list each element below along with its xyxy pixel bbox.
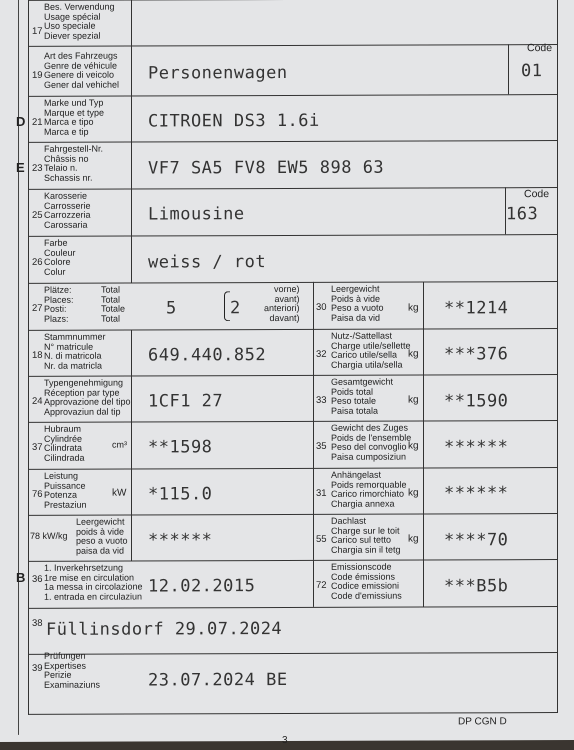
type-approval-value: 1CF1 27: [148, 391, 224, 412]
field-18-labels: Stammnummer N° matricule N. di matricola Nr. da matricla: [44, 331, 106, 371]
registration-place-date-value: Füllinsdorf 29.07.2024: [46, 619, 283, 640]
vehicle-type-value: Personenwagen: [148, 62, 288, 84]
field-24-labels: Typengenehmigung Réception par type Approvazione del tipo Approvaziun dal tip: [44, 377, 131, 417]
make-model-value: CITROEN DS3 1.6i: [148, 110, 320, 132]
seats-total-value: 5: [166, 298, 177, 319]
field-25-labels: Karosserie Carrosserie Carrozzeria Carossaria: [44, 190, 91, 230]
train-weight-value: ******: [444, 437, 509, 458]
emission-code-value: ***B5b: [444, 576, 509, 597]
field-17-labels: Bes. Verwendung Usage spécial Uso speciale Diever spezial: [44, 1, 115, 41]
first-registration-value: 12.02.2015: [148, 576, 256, 597]
field-55-labels: Dachlast Charge sur le toit Carico sul tetto Chargia sin il tetg: [331, 515, 401, 555]
payload-value: ***376: [444, 344, 509, 365]
displacement-value: **1598: [148, 437, 213, 458]
field-number-76: 76: [32, 488, 43, 500]
field-37-labels: Hubraum Cylindrée Cilindrata Cilindrada: [44, 423, 85, 463]
field-number-32: 32: [316, 348, 327, 360]
label-column-divider: [131, 330, 132, 561]
field-number-36: 36: [32, 573, 43, 585]
field-36-labels: 1. Inverkehrsetzung 1re mise en circulation 1a messa in circolazione 1. entrada en circulaziun: [44, 562, 143, 602]
field-number-38: 38: [32, 617, 43, 629]
field-26-labels: Farbe Couleur Colore Colur: [44, 237, 76, 277]
master-number-value: 649.440.852: [148, 345, 267, 366]
field-35-labels: Gewicht des Zuges Poids de l'ensemble Peso del convoglio Paisa cumposiziun: [331, 422, 412, 462]
roof-load-value: ****70: [444, 530, 509, 551]
footer-code: DP CGN D: [458, 716, 507, 728]
middle-column-divider: [313, 560, 314, 607]
seats-front-value: 2: [230, 298, 241, 319]
field-78-labels: Leergewicht poids à vide peso a vuoto paisa da vid: [76, 516, 128, 556]
field-39-labels: Prüfungen Expertises Perizie Examinaziuns: [44, 650, 101, 690]
field-72-labels: Emissionscode Code émissions Codice emissioni Code d'emissiuns: [331, 561, 402, 601]
unit-kg: kg: [408, 440, 419, 452]
code-header: Code: [524, 188, 550, 201]
code-box-divider: [508, 44, 509, 94]
field-number-39: 39: [32, 662, 43, 674]
vehicle-type-code: 01: [521, 61, 543, 82]
towing-load-value: ******: [444, 483, 509, 504]
field-number-33: 33: [316, 394, 327, 406]
field-number-31: 31: [316, 487, 327, 499]
body-type-value: Limousine: [148, 204, 245, 225]
unit-kw: kW: [112, 487, 127, 499]
field-number-24: 24: [32, 395, 43, 407]
field-number-27: 27: [32, 302, 43, 314]
label-column-divider: [131, 0, 132, 283]
value-column-divider: [423, 282, 424, 607]
margin-letter-b: B: [16, 569, 26, 585]
unit-kg: kg: [408, 348, 419, 360]
inspection-value: 23.07.2024 BE: [148, 669, 288, 691]
field-number-72: 72: [316, 579, 327, 591]
middle-column-divider: [313, 282, 314, 560]
field-number-25: 25: [32, 209, 43, 221]
field-27-labels: Plätze: Places: Posti: Plazs:: [44, 284, 74, 324]
total-weight-value: **1590: [444, 391, 509, 412]
field-number-55: 55: [316, 533, 327, 545]
field-number-78: 78 kW/kg: [30, 530, 68, 541]
field-27-total-labels: Total Total Totale Total: [101, 284, 126, 324]
page-number: 3: [282, 734, 288, 747]
field-number-21: 21: [32, 116, 43, 128]
field-number-18: 18: [32, 349, 43, 361]
field-number-19: 19: [32, 69, 43, 81]
field-19-labels: Art des Fahrzeugs Genre de véhicule Genere di veicolo Gener dal vehichel: [44, 50, 120, 90]
code-header: Code: [527, 42, 553, 55]
field-number-17: 17: [32, 25, 43, 37]
seats-front-labels: vorne) avant) anteriori) davant): [264, 283, 300, 323]
margin-letter-e: E: [16, 159, 25, 175]
field-30-labels: Leergewicht Poids à vide Peso a vuoto Paisa da vid: [331, 283, 384, 323]
power-value: *115.0: [148, 484, 213, 505]
field-76-labels: Leistung Puissance Potenza Prestaziun: [44, 470, 87, 510]
field-number-30: 30: [316, 301, 327, 313]
unit-kg: kg: [408, 533, 419, 545]
colour-value: weiss / rot: [148, 252, 267, 273]
field-32-labels: Nutz-/Sattellast Charge utile/sellette Carico utile/sella Chargia utila/sella: [331, 330, 411, 370]
field-number-26: 26: [32, 256, 43, 268]
field-number-23: 23: [32, 162, 43, 174]
left-margin-line: [18, 0, 19, 735]
empty-weight-value: **1214: [444, 298, 509, 319]
field-33-labels: Gesamtgewicht Poids total Peso totale Paisa totala: [331, 376, 394, 416]
chassis-number-value: VF7 SA5 FV8 EW5 898 63: [148, 157, 385, 179]
field-31-labels: Anhängelast Poids remorquable Carico rimorchiato Chargia annexa: [331, 469, 407, 509]
unit-kg: kg: [408, 394, 419, 406]
unit-kg: kg: [408, 302, 419, 314]
power-to-weight-value: ******: [148, 530, 213, 551]
unit-cm3: cm³: [112, 439, 127, 450]
field-number-37: 37: [32, 441, 43, 453]
field-23-labels: Fahrgestell-Nr. Châssis no Telaio n. Schassis nr.: [44, 143, 104, 183]
body-type-code: 163: [506, 204, 539, 225]
field-number-35: 35: [316, 440, 327, 452]
field-21-labels: Marke und Typ Marque et type Marca e tipo Marca e tip: [44, 97, 105, 137]
margin-letter-d: D: [16, 113, 26, 129]
unit-kg: kg: [408, 487, 419, 499]
